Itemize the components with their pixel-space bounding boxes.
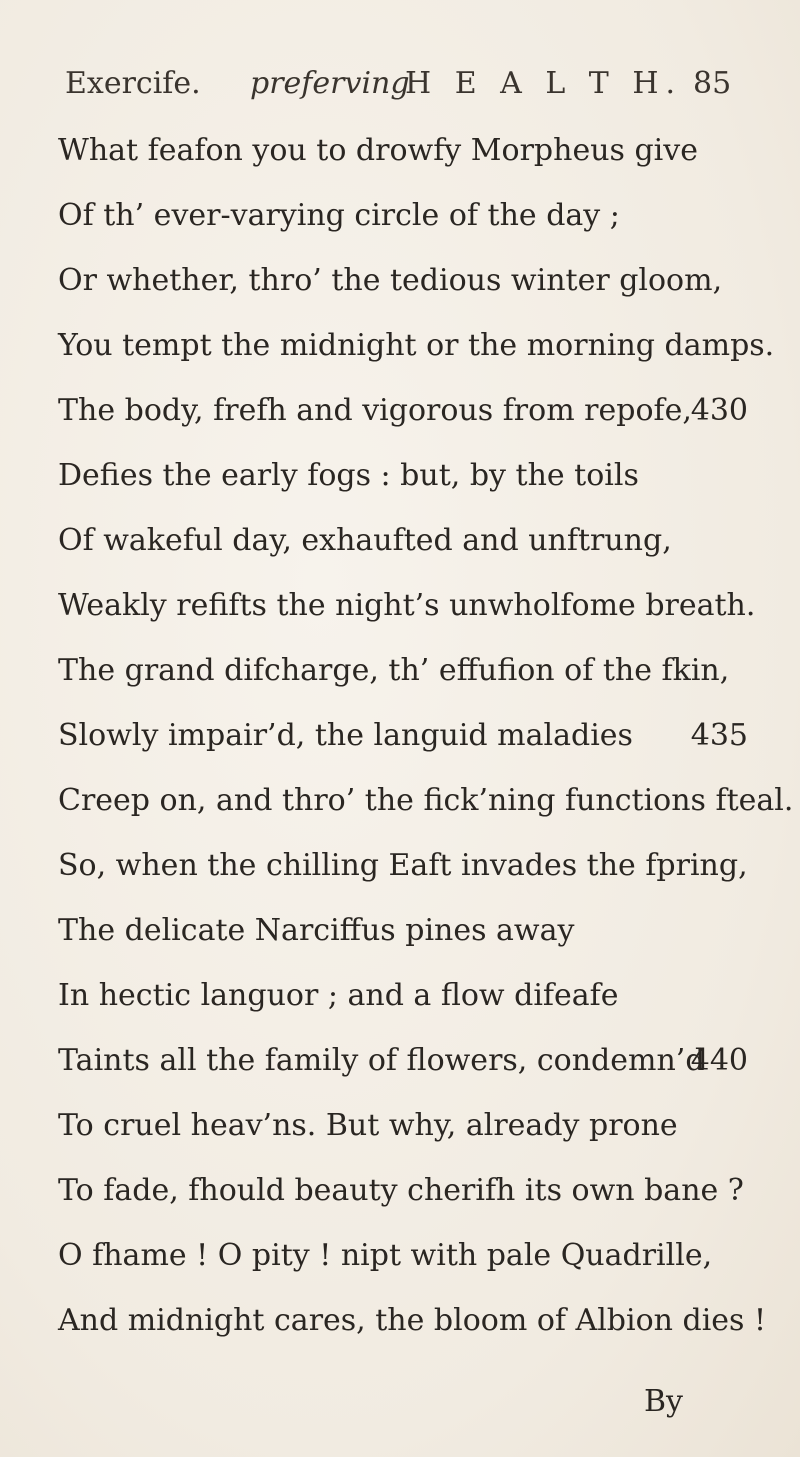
line-text: You tempt the midnight or the morning damps. [58, 328, 775, 363]
header-left: Exercife. [65, 66, 201, 101]
poem-line [58, 904, 748, 969]
poem-line [58, 189, 748, 254]
header-title: H E A L T H. [405, 66, 683, 101]
line-number: 435 [690, 718, 748, 753]
poem-line [58, 1034, 748, 1099]
page-number: 85 [693, 66, 732, 101]
line-text: The body, frefh and vigorous from repofe, [58, 393, 692, 428]
poem-line [58, 384, 748, 449]
poem-line [58, 449, 748, 514]
line-text: So, when the chilling Eaft invades the fpring, [58, 848, 748, 883]
poem-line [58, 969, 748, 1034]
line-text: Or whether, thro’ the tedious winter gloom, [58, 263, 723, 298]
line-text: The delicate Narciffus pines away [58, 913, 575, 948]
line-text: Of th’ ever-varying circle of the day ; [58, 198, 620, 233]
poem-line [58, 1294, 767, 1359]
line-number: 430 [690, 393, 748, 428]
poem-line [58, 579, 756, 644]
line-text: Taints all the family of flowers, condemn’d [58, 1043, 705, 1078]
line-text: Defies the early fogs : but, by the toils [58, 458, 639, 493]
poem-line [58, 1164, 748, 1229]
poem-line [58, 124, 748, 189]
poem-line [58, 1099, 748, 1164]
line-text: Creep on, and thro’ the fick’ning functions fteal. [58, 783, 794, 818]
line-text: To fade, fhould beauty cherifh its own bane ? [58, 1173, 744, 1208]
poem-line [58, 319, 775, 384]
line-text: Weakly refifts the night’s unwholfome breath. [58, 588, 756, 623]
line-text: In hectic languor ; and a flow difeafe [58, 978, 619, 1013]
line-text: What feafon you to drowfy Morpheus give [58, 133, 698, 168]
poem-line [58, 514, 748, 579]
line-text: The grand difcharge, th’ effufion of the fkin, [58, 653, 730, 688]
poem-body [58, 124, 794, 1359]
poem-line [58, 254, 748, 319]
catchword: By [644, 1384, 683, 1419]
line-number: 440 [690, 1043, 748, 1078]
poem-line [58, 839, 748, 904]
line-text: And midnight cares, the bloom of Albion dies ! [58, 1303, 767, 1338]
line-text: Slowly impair’d, the languid maladies [58, 718, 633, 753]
line-text: To cruel heav’ns. But why, already prone [58, 1108, 678, 1143]
poem-line [58, 644, 748, 709]
line-text: Of wakeful day, exhaufted and unftrung, [58, 523, 672, 558]
line-text: O fhame ! O pity ! nipt with pale Quadrille, [58, 1238, 713, 1273]
poem-line [58, 1229, 748, 1294]
poem-line [58, 709, 748, 774]
poem-line [58, 774, 794, 839]
running-header [65, 66, 765, 106]
header-middle: preferving [250, 66, 410, 101]
